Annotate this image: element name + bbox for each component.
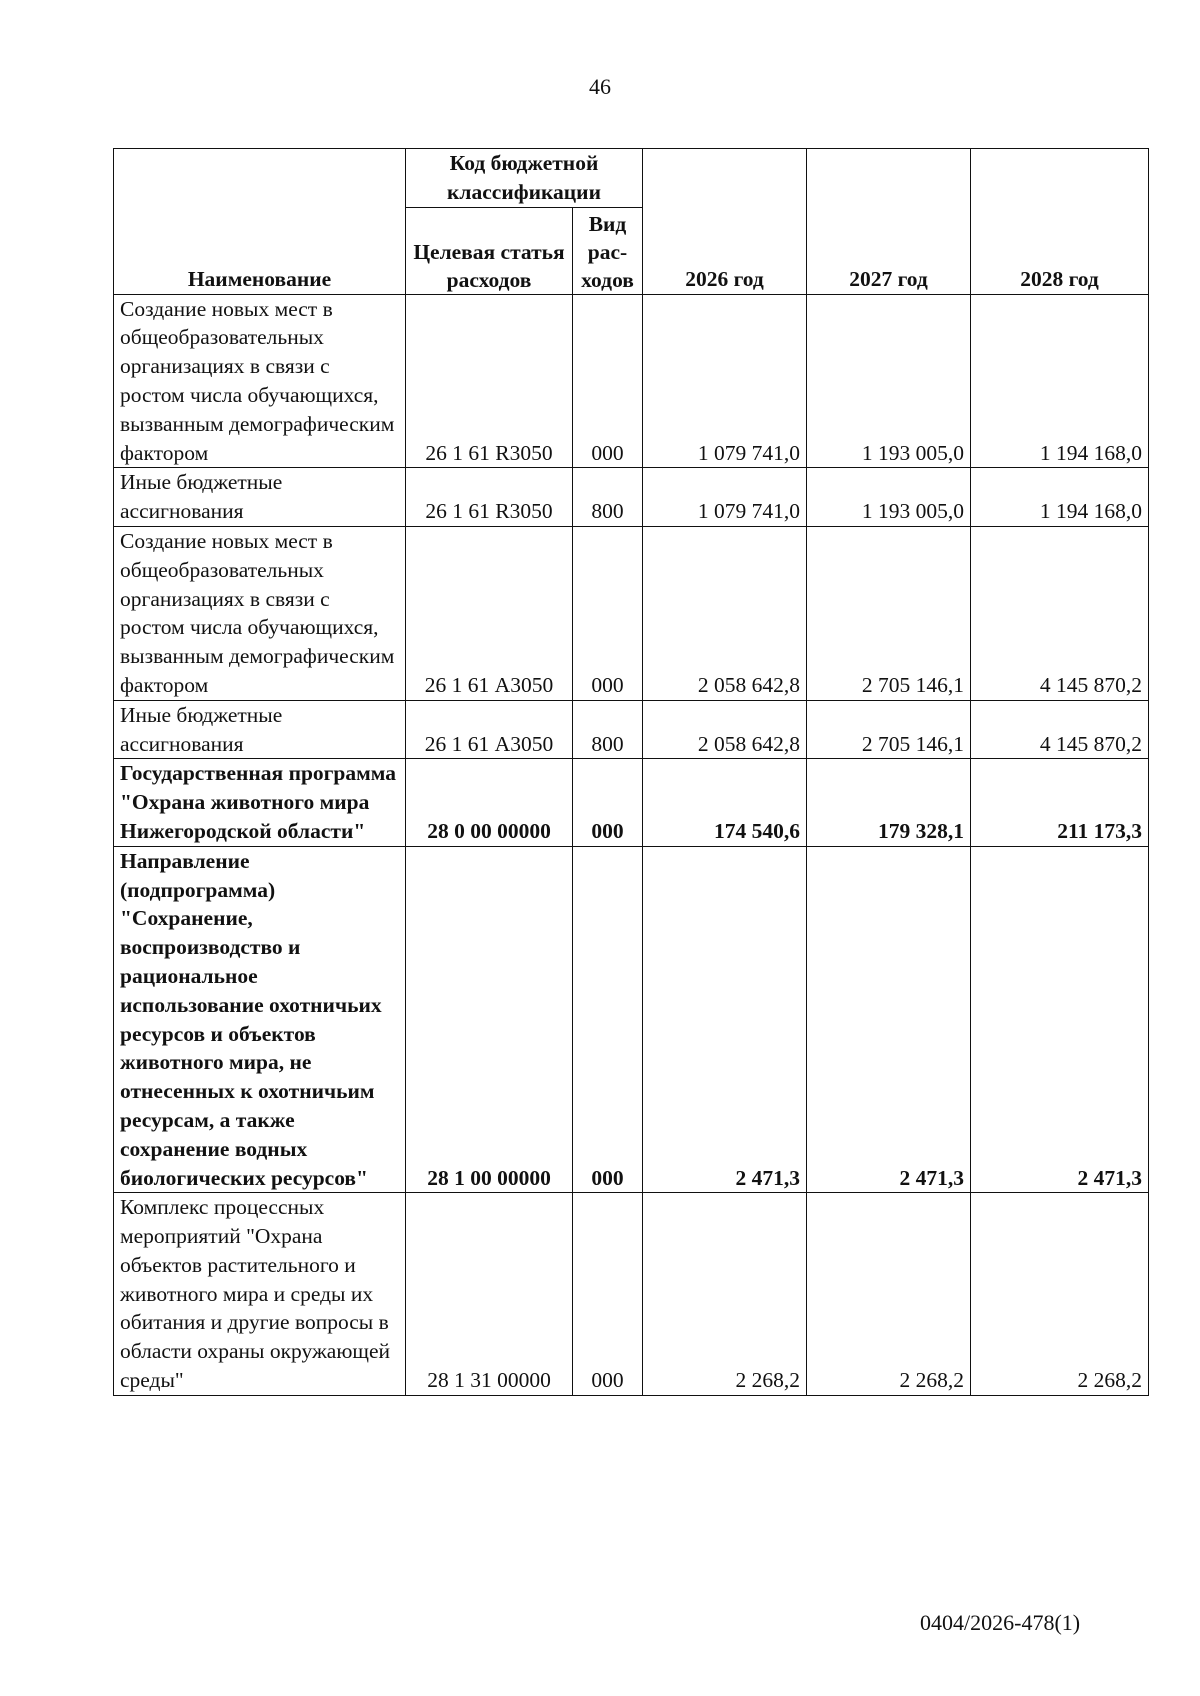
row-expense-kind: 000 <box>573 294 643 468</box>
row-target-article: 26 1 61 А3050 <box>406 700 573 759</box>
row-2026: 1 079 741,0 <box>643 294 807 468</box>
table-row <box>114 759 1149 846</box>
row-2028: 2 268,2 <box>971 1193 1149 1396</box>
row-2027: 1 193 005,0 <box>807 294 971 468</box>
row-2026: 2 058 642,8 <box>643 700 807 759</box>
row-2026: 1 079 741,0 <box>643 468 807 527</box>
row-2027: 179 328,1 <box>807 759 971 846</box>
header-year-2026: 2026 год <box>643 149 807 295</box>
row-target-article: 26 1 61 А3050 <box>406 526 573 700</box>
table-row <box>114 846 1149 1193</box>
row-target-article: 28 1 31 00000 <box>406 1193 573 1396</box>
row-name: Создание новых мест в общеобразовательных организациях в связи с ростом числа обучающихся, вызванным демографическим фактором <box>114 294 406 468</box>
row-2026: 174 540,6 <box>643 759 807 846</box>
row-2026: 2 058 642,8 <box>643 526 807 700</box>
row-expense-kind: 000 <box>573 846 643 1193</box>
row-2027: 1 193 005,0 <box>807 468 971 527</box>
document-code: 0404/2026-478(1) <box>920 1610 1081 1635</box>
row-2028: 4 145 870,2 <box>971 700 1149 759</box>
row-2028: 4 145 870,2 <box>971 526 1149 700</box>
row-name: Создание новых мест в общеобразовательных организациях в связи с ростом числа обучающихся, вызванным демографическим фактором <box>114 526 406 700</box>
header-name: Наименование <box>114 149 406 295</box>
header-year-2028: 2028 год <box>971 149 1149 295</box>
row-expense-kind: 800 <box>573 468 643 527</box>
row-2027: 2 268,2 <box>807 1193 971 1396</box>
row-expense-kind: 000 <box>573 526 643 700</box>
header-code-group: Код бюджетной классификации <box>406 149 643 208</box>
row-2028: 1 194 168,0 <box>971 294 1149 468</box>
page-number: 46 <box>589 74 611 99</box>
row-name: Иные бюджетные ассигнования <box>114 468 406 527</box>
header-expense-kind: Вид рас-ходов <box>573 207 643 294</box>
table-row <box>114 700 1149 759</box>
row-2028: 211 173,3 <box>971 759 1149 846</box>
header-target-article: Целевая статья расходов <box>406 207 573 294</box>
row-name: Иные бюджетные ассигнования <box>114 700 406 759</box>
row-2026: 2 268,2 <box>643 1193 807 1396</box>
row-target-article: 26 1 61 R3050 <box>406 468 573 527</box>
row-2027: 2 705 146,1 <box>807 526 971 700</box>
row-name: Направление (подпрограмма) "Сохранение, воспроизводство и рациональное использование охотничьих ресурсов и объектов животного мира, не отнесенных к охотничьим ресурсам, а также сохранение водных биологических ресурсов" <box>114 846 406 1193</box>
row-2028: 2 471,3 <box>971 846 1149 1193</box>
row-name: Государственная программа "Охрана животного мира Нижегородской области" <box>114 759 406 846</box>
row-name: Комплекс процессных мероприятий "Охрана объектов растительного и животного мира и среды их обитания и другие вопросы в области охраны окружающей среды" <box>114 1193 406 1396</box>
table-row <box>114 526 1149 700</box>
row-2028: 1 194 168,0 <box>971 468 1149 527</box>
row-target-article: 26 1 61 R3050 <box>406 294 573 468</box>
table-row <box>114 468 1149 527</box>
row-expense-kind: 000 <box>573 1193 643 1396</box>
row-2026: 2 471,3 <box>643 846 807 1193</box>
row-target-article: 28 1 00 00000 <box>406 846 573 1193</box>
row-expense-kind: 000 <box>573 759 643 846</box>
header-year-2027: 2027 год <box>807 149 971 295</box>
table-row <box>114 1193 1149 1396</box>
row-target-article: 28 0 00 00000 <box>406 759 573 846</box>
row-2027: 2 471,3 <box>807 846 971 1193</box>
row-2027: 2 705 146,1 <box>807 700 971 759</box>
budget-table <box>113 148 1149 1396</box>
row-expense-kind: 800 <box>573 700 643 759</box>
table-row <box>114 294 1149 468</box>
